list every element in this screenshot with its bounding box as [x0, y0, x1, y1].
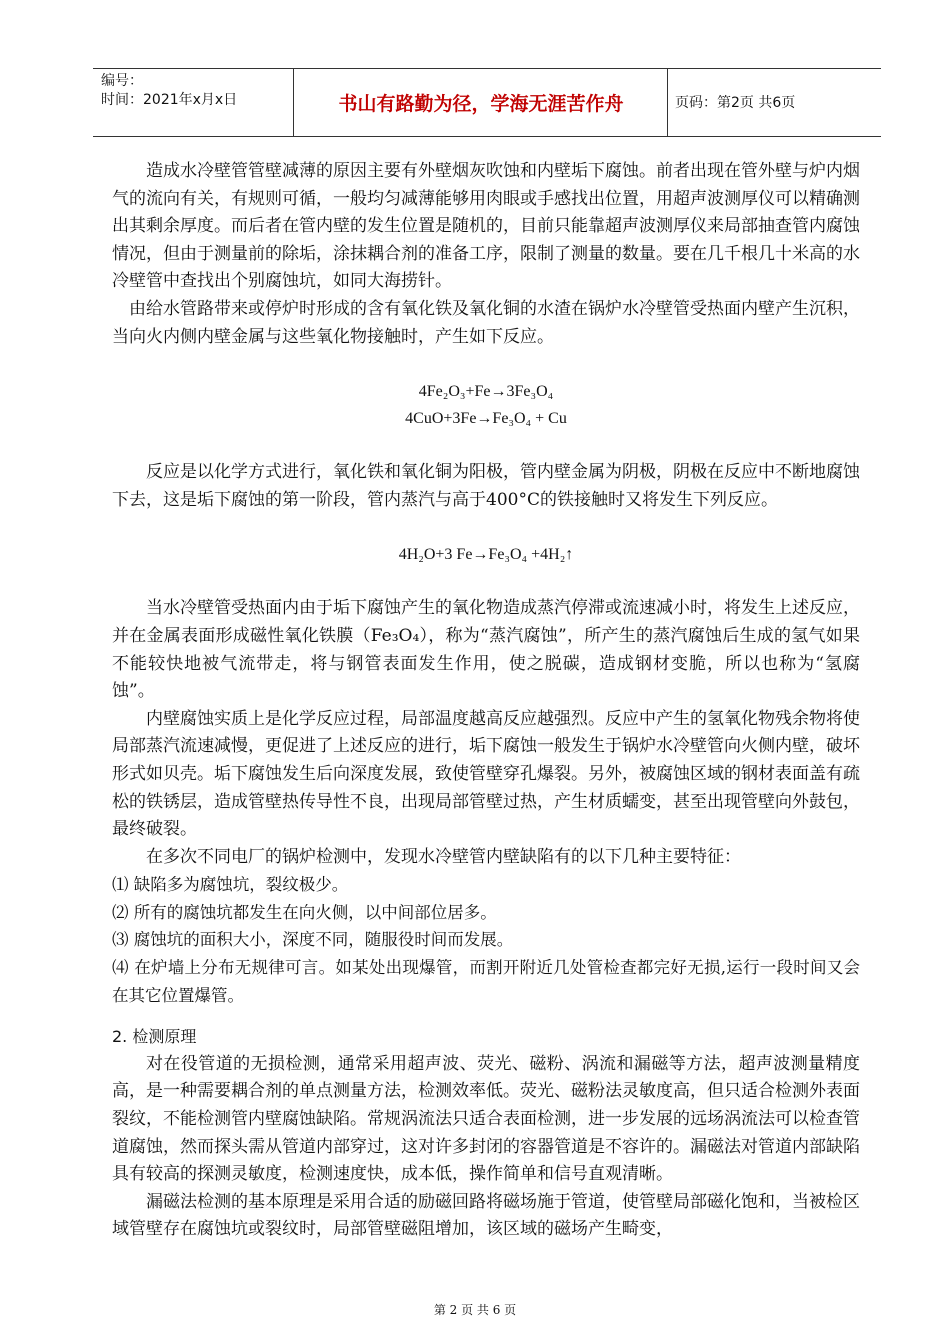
- document-body: [112, 158, 860, 1244]
- paragraph-2: 由给水管路带来或停炉时形成的含有氧化铁及氧化铜的水渣在锅炉水冷壁管受热面内壁产生沉积，当向火内侧内壁金属与这些氧化物接触时，产生如下反应。: [112, 298, 860, 347]
- header-meta: [101, 72, 237, 110]
- list-item: ⑷ 在炉墙上分布无规律可言。如某处出现爆管，而割开附近几处管检查都完好无损,运行一段时间又会在其它位置爆管。: [112, 958, 860, 1005]
- paragraph-3: 反应是以化学方式进行，氧化铁和氧化铜为阳极，管内壁金属为阴极，阴极在反应中不断地腐蚀下去，这是垢下腐蚀的第一阶段，管内蒸汽与高于400°C的铁接触时又将发生下列反应。: [112, 462, 860, 510]
- document-number: 编号：: [101, 73, 143, 89]
- header-bottom-rule: [93, 136, 881, 137]
- equation-1: 4Fe₂O₃+Fe→3Fe₃O₄: [418, 383, 554, 401]
- header-divider-right: [667, 68, 668, 136]
- document-time: 时间：2021年x月x日: [101, 92, 238, 108]
- paragraph-7: 对在役管道的无损检测，通常采用超声波、荧光、磁粉、涡流和漏磁等方法，超声波测量精度高，是一种需要耦合剂的单点测量方法，检测效率低。荧光、磁粉法灵敏度高，但只适合检测外表面裂纹，不能检测管内壁腐蚀缺陷。常规涡流法只适合表面检测，进一步发展的远场涡流法可以检查管道腐蚀，然而探头需从管道内部穿过，这对许多封闭的容器管道是不容许的。漏磁法对管道内部缺陷具有较高的探测灵敏度，检测速度快，成本低，操作简单和信号直观清晰。: [112, 1053, 860, 1185]
- header-page-number: 页码：第2页 共6页: [675, 95, 796, 111]
- paragraph-4: 当水冷壁管受热面内由于垢下腐蚀产生的氧化物造成蒸汽停滞或流速减小时，将发生上述反应，并在金属表面形成磁性氧化铁膜（Fe₃O₄），称为“蒸汽腐蚀”，所产生的蒸汽腐蚀后生成的氢气如果不能较快地被气流带走，将与钢管表面发生作用，使之脱碳，造成钢材变脆，所以也称为“氢腐蚀”。: [112, 598, 860, 702]
- equation-2: 4CuO+3Fe→Fe₃O₄ + Cu: [405, 410, 567, 428]
- paragraph-5: 内壁腐蚀实质上是化学反应过程，局部温度越高反应越强烈。反应中产生的氢氧化物残余物将使局部蒸汽流速减慢，更促进了上述反应的进行，垢下腐蚀一般发生于锅炉水冷壁管向火侧内壁，破坏形式如贝壳。垢下腐蚀发生后向深度发展，致使管壁穿孔爆裂。另外，被腐蚀区域的钢材表面盖有疏松的铁锈层，造成管壁热传导性不良，出现局部管壁过热，产生材质蠕变，甚至出现管壁向外鼓包，最终破裂。: [112, 708, 860, 840]
- list-item: ⑵ 所有的腐蚀坑都发生在向火侧，以中间部位居多。: [112, 902, 497, 922]
- header-divider-left: [293, 68, 294, 136]
- section-title: 2. 检测原理: [112, 1027, 197, 1047]
- page-footer: 第 2 页 共 6 页: [433, 1303, 517, 1317]
- paragraph-8: 漏磁法检测的基本原理是采用合适的励磁回路将磁场施于管道，使管壁局部磁化饱和，当被检区域管壁存在腐蚀坑或裂纹时，局部管壁磁阻增加，该区域的磁场产生畸变，: [112, 1191, 860, 1240]
- page-header: [93, 68, 881, 136]
- paragraph-6: 在多次不同电厂的锅炉检测中，发现水冷壁管内壁缺陷有的以下几种主要特征：: [146, 846, 741, 867]
- list-item: ⑴ 缺陷多为腐蚀坑，裂纹极少。: [112, 875, 349, 895]
- equation-3: 4H₂O+3 Fe→Fe₃O₄ +4H₂↑: [398, 546, 574, 564]
- list-item: ⑶ 腐蚀坑的面积大小，深度不同，随服役时间而发展。: [112, 930, 514, 950]
- header-motto: 书山有路勤为径，学海无涯苦作舟: [338, 92, 624, 115]
- paragraph-1: 造成水冷壁管管壁减薄的原因主要有外壁烟灰吹蚀和内壁垢下腐蚀。前者出现在管外壁与炉内烟气的流向有关，有规则可循，一般均匀减薄能够用肉眼或手感找出位置，用超声波测厚仪可以精确测出其剩余厚度。而后者在管内壁的发生位置是随机的，目前只能靠超声波测厚仪来局部抽查管内腐蚀情况，但由于测量前的除垢，涂抹耦合剂的准备工序，限制了测量的数量。要在几千根几十米高的水冷壁管中查找出个别腐蚀坑，如同大海捞针。: [112, 161, 860, 292]
